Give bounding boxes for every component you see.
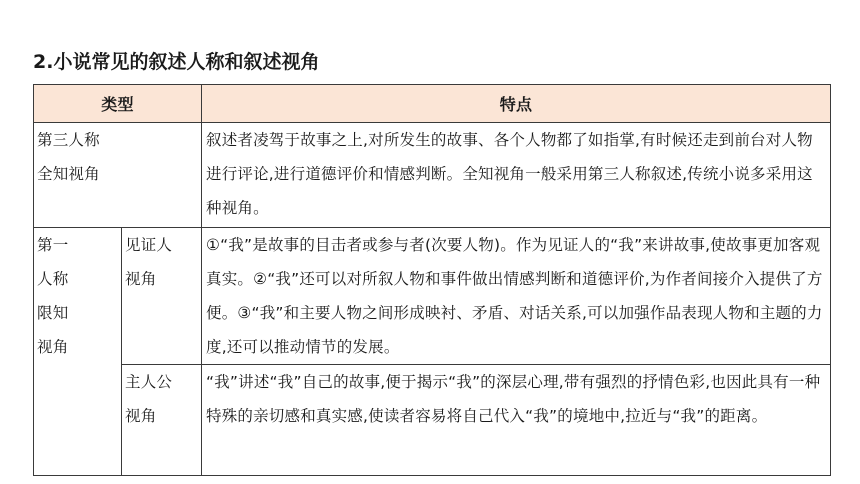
group-label-line: 第一 (37, 236, 69, 254)
subtype-label-line: 主人公 (125, 373, 173, 391)
subtype-label-line: 视角 (125, 407, 157, 425)
group-label-line: 视角 (37, 338, 69, 356)
group-cell-first-person (34, 228, 122, 476)
page-title: 2.小说常见的叙述人称和叙述视角 (33, 51, 320, 73)
feature-cell-third-person (202, 123, 831, 228)
table-header-row (34, 85, 831, 123)
narration-perspective-table (33, 84, 831, 476)
type-label-line: 第三人称 (37, 131, 100, 149)
subtype-label-line: 见证人 (125, 236, 173, 254)
group-label-line: 人称 (37, 270, 69, 288)
feature-cell-protagonist (202, 365, 831, 476)
header-feature: 特点 (202, 85, 831, 123)
header-type: 类型 (34, 85, 202, 123)
subtype-cell-witness (122, 228, 202, 365)
feature-cell-witness (202, 228, 831, 365)
table-row (34, 365, 831, 476)
table-row (34, 228, 831, 365)
type-label-line: 全知视角 (37, 165, 100, 183)
subtype-cell-protagonist (122, 365, 202, 476)
group-label-line: 限知 (37, 304, 69, 322)
feature-text: 叙述者凌驾于故事之上,对所发生的故事、各个人物都了如指掌,有时候还走到前台对人物进行评论,进行道德评价和情感判断。全知视角一般采用第三人称叙述,传统小说多采用这种视角。 (206, 131, 813, 217)
table-row (34, 123, 831, 228)
type-cell-third-person (34, 123, 202, 228)
feature-text: “我”讲述“我”自己的故事,便于揭示“我”的深层心理,带有强烈的抒情色彩,也因此具有一种特殊的亲切感和真实感,使读者容易将自己代入“我”的境地中,拉近与“我”的距离。 (206, 373, 821, 425)
subtype-label-line: 视角 (125, 270, 157, 288)
feature-text: ①“我”是故事的目击者或参与者(次要人物)。作为见证人的“我”来讲故事,使故事更加客观真实。②“我”还可以对所叙人物和事件做出情感判断和道德评价,为作者间接介入提供了方便。③“我”和主要人物之间形成映衬、矛盾、对话关系,可以加强作品表现人物和主题的力度,还可以推动情节的发展。 (206, 236, 823, 356)
